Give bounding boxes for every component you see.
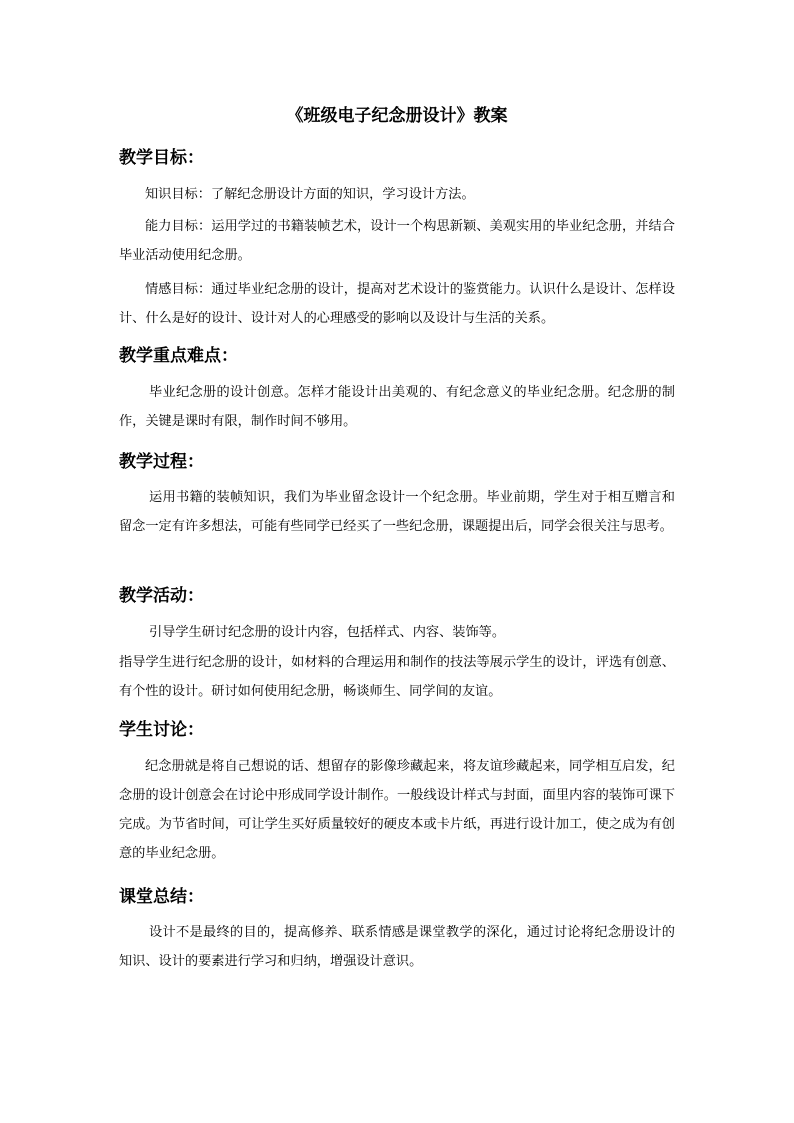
paragraph-teaching-process: 运用书籍的装帧知识，我们为毕业留念设计一个纪念册。毕业前期，学生对于相互赠言和留念一定有许多想法，可能有些同学已经买了一些纪念册，课题提出后，同学会很关注与思考。 [119,490,675,534]
paragraph-knowledge-goal: 知识目标：了解纪念册设计方面的知识，学习设计方法。 [145,187,475,202]
paragraph-key-points: 毕业纪念册的设计创意。怎样才能设计出美观的、有纪念意义的毕业纪念册。纪念册的制作，关键是课时有限，制作时间不够用。 [119,385,675,429]
paragraph-ability-goal: 能力目标：运用学过的书籍装帧艺术，设计一个构思新颖、美观实用的毕业纪念册，并结合毕业活动使用纪念册。 [119,219,675,263]
paragraph-emotion-goal: 情感目标：通过毕业纪念册的设计，提高对艺术设计的鉴赏能力。认识什么是设计、怎样设计、什么是好的设计、设计对人的心理感受的影响以及设计与生活的关系。 [119,282,675,326]
section-heading-teaching-activities: 教学活动： [119,586,204,606]
section-heading-teaching-process: 教学过程： [119,452,204,472]
paragraph-class-summary: 设计不是最终的目的，提高修养、联系情感是课堂教学的深化，通过讨论将纪念册设计的知识、设计的要素进行学习和归纳，增强设计意识。 [119,925,675,969]
document-title: 《班级电子纪念册设计》教案 [286,106,508,126]
paragraph-activity-instruct: 指导学生进行纪念册的设计，如材料的合理运用和制作的技法等展示学生的设计，评选有创意、有个性的设计。研讨如何使用纪念册，畅谈师生、同学间的友谊。 [119,655,675,699]
paragraph-activity-guide: 引导学生研讨纪念册的设计内容，包括样式、内容、装饰等。 [149,625,506,640]
section-heading-key-points: 教学重点难点： [119,346,238,366]
paragraph-student-discussion: 纪念册就是将自己想说的话、想留存的影像珍藏起来，将友谊珍藏起来，同学相互启发，纪念册的设计创意会在讨论中形成同学设计制作。一般线设计样式与封面，面里内容的装饰可课下完成。为节省时间，可让学生买好质量较好的硬皮本或卡片纸，再进行设计加工，使之成为有创意的毕业纪念册。 [119,759,675,861]
document-page [119,0,675,1123]
section-heading-teaching-goals: 教学目标： [119,148,204,168]
section-heading-student-discussion: 学生讨论： [119,720,204,740]
section-heading-class-summary: 课堂总结： [119,887,204,907]
